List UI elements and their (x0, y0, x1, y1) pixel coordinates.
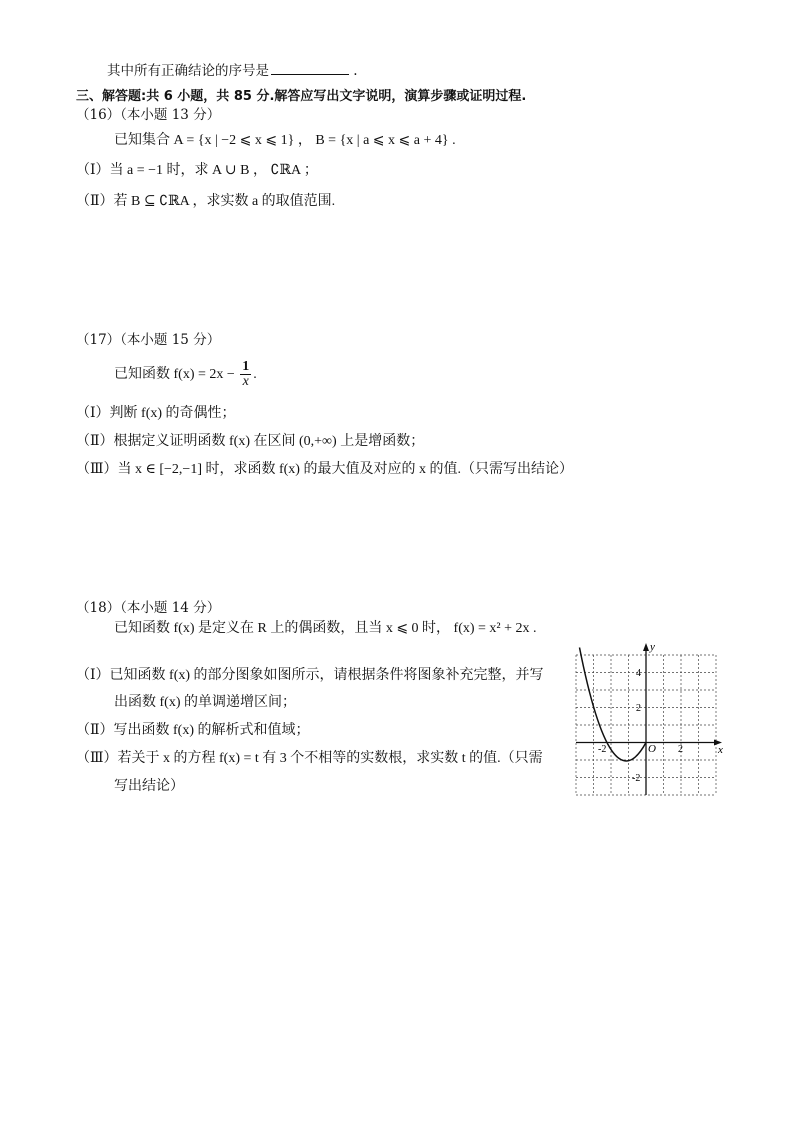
q17-stem: 已知函数 f(x) = 2x − $\frac{1}{x}$ . (114, 359, 257, 390)
q18-part1-line2: 出函数 f(x) 的单调递增区间； (114, 695, 296, 710)
q15-answer-prompt: 其中所有正确结论的序号是 (107, 63, 269, 79)
x-tick-label-neg2: -2 (598, 744, 607, 755)
fraction-denominator: x (242, 374, 249, 390)
fraction-numerator: 1 (242, 359, 250, 375)
y-tick-label-neg2: -2 (632, 773, 641, 784)
y-tick-label-2: 2 (636, 703, 641, 714)
q18-part1-line1: （Ⅰ）已知函数 f(x) 的部分图象如图所示，请根据条件将图象补充完整，并写 (76, 668, 544, 683)
function-graph (568, 638, 738, 798)
y-axis-label: y (650, 641, 655, 653)
q18-part3-line2: 写出结论） (114, 779, 184, 794)
q17-part2: （Ⅱ）根据定义证明函数 f(x) 在区间 (0,+∞) 上是增函数； (76, 434, 425, 449)
q18-part2: （Ⅱ）写出函数 f(x) 的解析式和值域； (76, 723, 310, 738)
q17-part1: （Ⅰ）判断 f(x) 的奇偶性； (76, 406, 236, 421)
section-heading: 三、解答题:共 6 小题，共 85 分.解答应写出文字说明，演算步骤或证明过程. (76, 89, 527, 104)
q16-stem: 已知集合 A = {x | −2 ⩽ x ⩽ 1} ， B = {x | a ⩽ x ⩽ a + 4} . (114, 133, 456, 148)
answer-blank[interactable] (271, 60, 349, 75)
q17-part3: （Ⅲ）当 x ∈ [−2,−1] 时，求函数 f(x) 的最大值及对应的 x 的值.（只需写出结论） (76, 462, 573, 477)
origin-label: O (648, 743, 656, 755)
x-axis-label: x (718, 744, 723, 756)
y-axis-arrow (643, 643, 649, 651)
y-tick-label-4: 4 (636, 668, 641, 679)
q18-stem: 已知函数 f(x) 是定义在 R 上的偶函数，且当 x ⩽ 0 时， f(x) = x² + 2x . (114, 621, 537, 636)
q18-part3-line1: （Ⅲ）若关于 x 的方程 f(x) = t 有 3 个不相等的实数根，求实数 t 的值.（只需 (76, 751, 543, 766)
q16-part2: （Ⅱ）若 B ⊆ ∁ℝA ，求实数 a 的取值范围. (76, 194, 336, 209)
q18-header: （18）（本小题 14 分） (76, 600, 221, 616)
q16-header: （16）（本小题 13 分） (76, 107, 221, 123)
q16-part1: （Ⅰ）当 a = −1 时，求 A ∪ B ， ∁ℝA ； (76, 163, 318, 178)
x-tick-label-2: 2 (678, 744, 683, 755)
q15-answer-line: 其中所有正确结论的序号是 . (107, 60, 358, 80)
q17-header: （17）（本小题 15 分） (76, 332, 221, 348)
fraction (240, 360, 251, 389)
